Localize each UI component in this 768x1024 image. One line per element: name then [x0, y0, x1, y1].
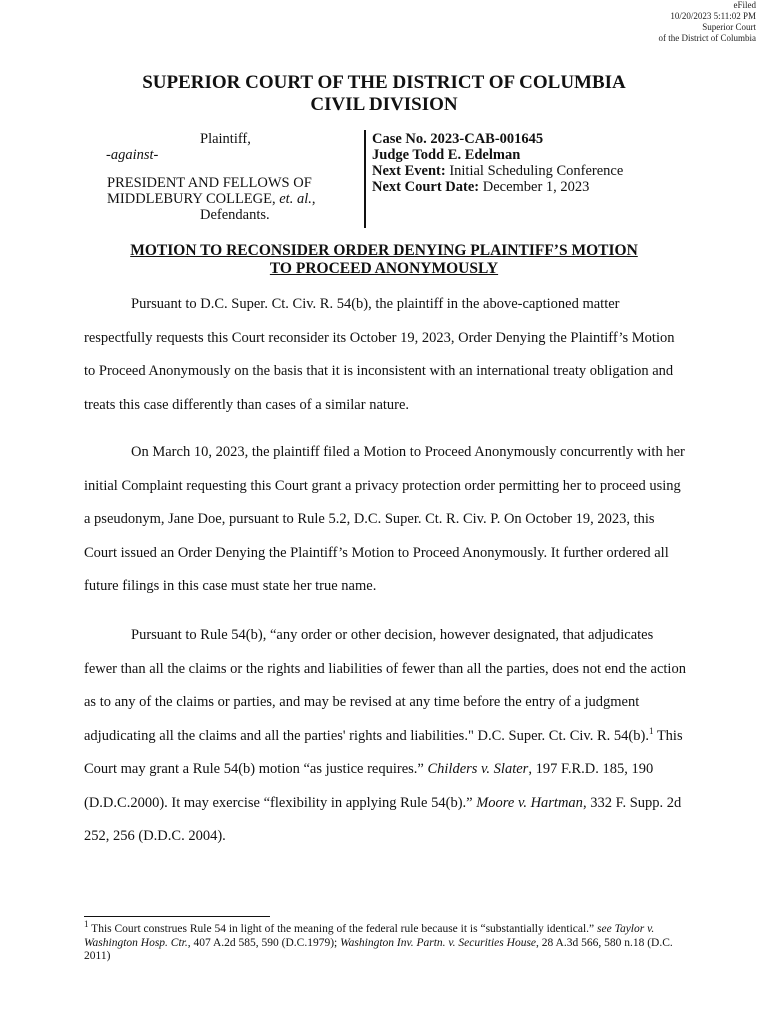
next-event-value: Initial Scheduling Conference	[445, 163, 624, 179]
next-date-label: Next Court Date:	[372, 179, 480, 195]
paragraph-text: On March 10, 2023, the plaintiff filed a Motion to Proceed Anonymously concurrently with her initial Complaint requesting this Court grant a privacy protection order permitting her to proceed using a pseudonym, Jane Doe, pursuant to Rule 5.2, D.C. Super. Ct. R. Civ. P. On October 19, 2023, this Court issued an Order Denying the Plaintiff’s Motion to Proceed Anonymously. It further ordered all future filings in this case must state her true name.	[84, 444, 685, 594]
court-heading	[0, 72, 768, 116]
court-division: CIVIL DIVISION	[310, 94, 458, 115]
caption-parties	[100, 131, 362, 223]
footnote-divider	[84, 916, 270, 917]
next-event-label: Next Event:	[372, 163, 446, 179]
footnote-segment: This Court construes Rule 54 in light of the meaning of the federal rule because it is “substantially identical.”	[88, 923, 598, 935]
footnote-segment: , 28 A.3d 566, 580 n.18 (D.C. 2011)	[84, 936, 673, 962]
defendant-name-line2	[100, 191, 362, 207]
case-citation: see Taylor v. Washington Hosp. Ctr.	[84, 923, 655, 949]
next-court-date	[372, 179, 752, 195]
judge-name: Judge Todd E. Edelman	[372, 147, 521, 163]
stamp-line: Superior Court	[702, 22, 756, 32]
court-name: SUPERIOR COURT OF THE DISTRICT OF COLUMBIA	[142, 72, 626, 93]
paragraph-text: Pursuant to D.C. Super. Ct. Civ. R. 54(b), the plaintiff in the above-captioned matter respectfully requests this Court reconsider its October 19, 2023, Order Denying the Plaintiff’s Motion to Proceed Anonymously on the basis that it is inconsistent with an international treaty obligation and treats this case differently than cases of a similar nature.	[84, 296, 675, 413]
stamp-line: eFiled	[733, 0, 756, 10]
caption-divider	[364, 130, 366, 228]
defendant-name-comma: ,	[311, 191, 316, 207]
case-citation: Washington Inv. Partn. v. Securities House	[340, 936, 537, 949]
paragraph-segment: , 332 F. Supp. 2d 252, 256 (D.D.C. 2004).	[84, 794, 682, 844]
case-citation: Childers v. Slater	[427, 761, 529, 777]
et-al-text: et. al.	[279, 191, 312, 207]
footnote-segment: , 407 A.2d 585, 590 (D.C.1979);	[187, 936, 341, 949]
body-paragraph-2	[84, 436, 688, 604]
paragraph-segment: , 197 F.R.D. 185, 190 (D.D.C.2000). It may exercise “flexibility in applying Rule 54(b).”	[84, 761, 654, 811]
paragraph-segment: Pursuant to Rule 54(b), “any order or other decision, however designated, that adjudicates fewer than all the claims or the rights and liabilities of fewer than all the parties, does not end the action as to any of the claims or parties, and may be revised at any time before the entry of a judgment adjudicating all the claims and all the parties' rights and liabilities." D.C. Super. Ct. Civ. R. 54(b).	[84, 627, 686, 744]
footnote-reference: 1	[648, 725, 654, 736]
footnote-mark: 1	[84, 919, 89, 930]
body-paragraph-1	[84, 288, 688, 422]
motion-title	[0, 242, 768, 278]
caption-case-info	[372, 131, 752, 195]
defendant-name-line1: PRESIDENT AND FELLOWS OF	[107, 175, 312, 191]
defendant-name-text: MIDDLEBURY COLLEGE,	[107, 191, 280, 207]
motion-title-line1: MOTION TO RECONSIDER ORDER DENYING PLAINTIFF’S MOTION	[130, 242, 638, 259]
case-citation: Moore v. Hartman	[476, 794, 583, 811]
next-date-value: December 1, 2023	[479, 179, 590, 195]
against-label: -against-	[106, 147, 159, 163]
defendants-label: Defendants.	[200, 207, 270, 223]
efiled-stamp	[556, 0, 756, 44]
body-paragraph-3	[84, 619, 688, 854]
stamp-line: of the District of Columbia	[658, 33, 756, 43]
next-event	[372, 163, 752, 179]
stamp-timestamp: 10/20/2023 5:11:02 PM	[670, 11, 756, 21]
footnote	[84, 919, 690, 964]
plaintiff-label: Plaintiff,	[200, 131, 251, 147]
paragraph-segment: This Court may grant a Rule 54(b) motion “as justice requires.”	[84, 727, 683, 777]
motion-title-line2: TO PROCEED ANONYMOUSLY	[269, 260, 499, 277]
paragraph-text	[84, 619, 688, 854]
case-number: Case No. 2023-CAB-001645	[372, 131, 544, 147]
